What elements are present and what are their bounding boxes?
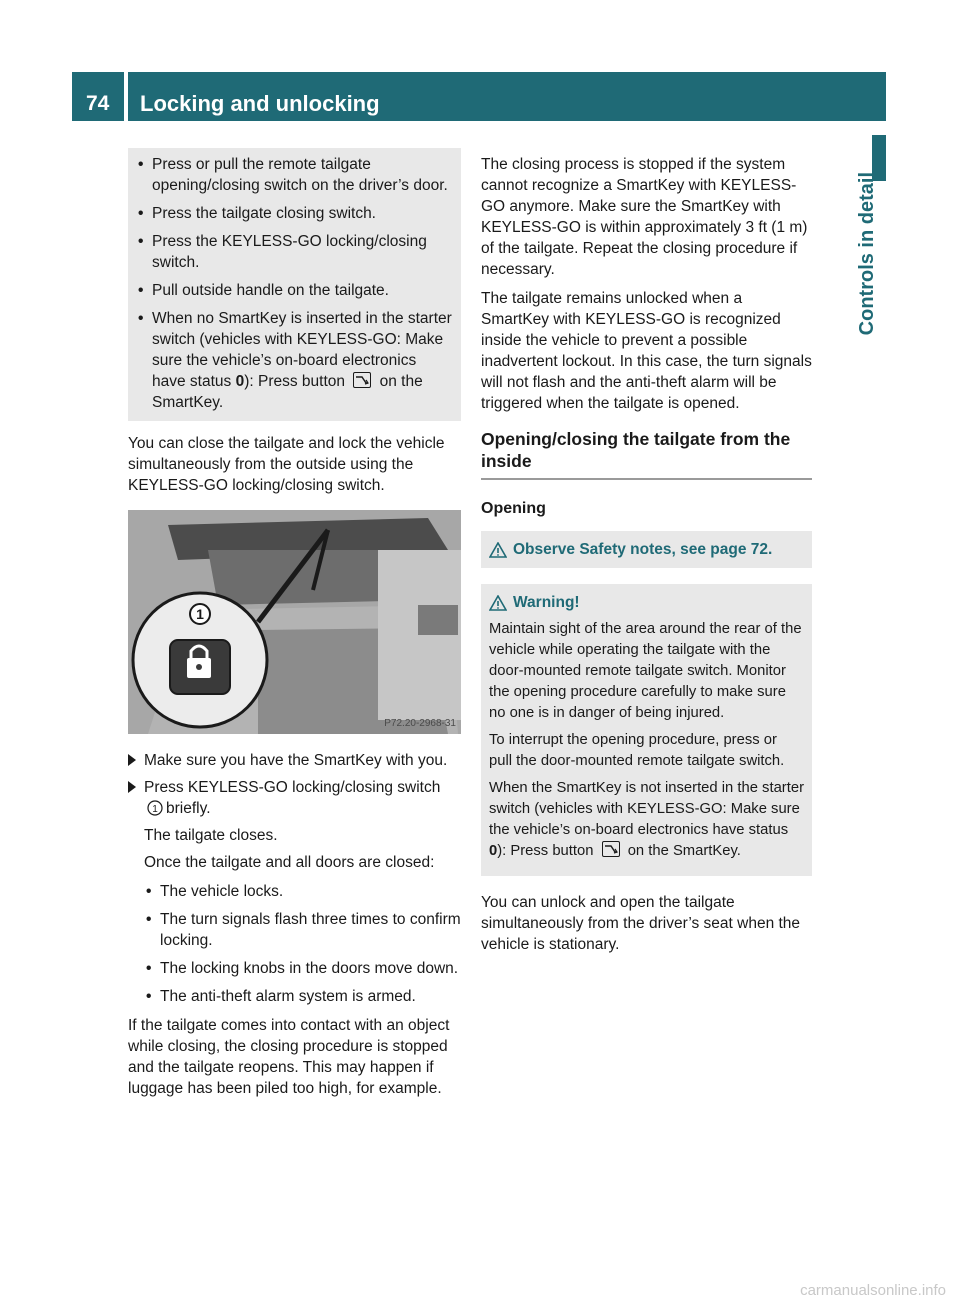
list-item: • Press or pull the remote tailgate opening/closing switch on the driver’s door.: [136, 154, 453, 196]
warning-title-text: Warning!: [513, 594, 580, 611]
result-list: [144, 881, 461, 1007]
figure-callout: 1: [196, 606, 204, 622]
paragraph: The tailgate remains unlocked when a SmartKey with KEYLESS-GO is recognized inside the vehicle to prevent a possible inadvertent lockout. In this case, the turn signals will not flash and the anti-theft alarm will be triggered when the tailgate is opened.: [481, 290, 812, 412]
step-text: briefly.: [166, 800, 211, 817]
callout-1-icon: [147, 800, 163, 816]
footer: [0, 1280, 960, 1302]
bullet-text: When no SmartKey is inserted in the starter switch (vehicles with KEYLESS-GO: Make sure the vehicle’s on-board electronics have status: [152, 310, 452, 390]
result-text: Once the tailgate and all doors are closed:: [144, 854, 435, 871]
step-item: [128, 750, 461, 771]
paragraph: You can unlock and open the tailgate simultaneously from the driver’s seat when the vehicle is stationary.: [481, 894, 801, 953]
list-item: • The vehicle locks.: [144, 881, 461, 902]
side-tab-label: Controls in detail: [856, 172, 878, 336]
safety-note-text: Observe Safety notes, see page 72.: [513, 541, 773, 558]
step-arrow-icon: [128, 781, 136, 793]
side-tab-label-wrap: [856, 172, 879, 372]
safety-note-title: [489, 539, 804, 560]
figure-code: P72.20-2968-31: [384, 718, 456, 729]
right-column: [481, 148, 812, 963]
tailgate-figure: [128, 510, 461, 734]
left-column: [128, 148, 461, 1107]
header-separator: [124, 72, 128, 121]
list-item: • The locking knobs in the doors move down.: [144, 958, 461, 979]
list-item: [136, 308, 453, 413]
warning-box: [481, 584, 812, 876]
warning-paragraph: To interrupt the opening procedure, press or pull the door-mounted remote tailgate switch.: [489, 732, 785, 769]
vehicle-illustration: [128, 510, 461, 734]
warning-text: When the SmartKey is not inserted in the starter switch (vehicles with KEYLESS-GO: Make sure the vehicle’s on-board electronics have status: [489, 780, 804, 838]
subheading: Opening: [481, 500, 546, 517]
step-text: Make sure you have the SmartKey with you.: [144, 752, 448, 769]
tailgate-key-icon: [602, 841, 620, 857]
intro-paragraph: You can close the tailgate and lock the vehicle simultaneously from the outside using the KEYLESS-GO locking/closing switch.: [128, 435, 445, 494]
section-heading: Opening/closing the tailgate from the inside: [481, 428, 812, 480]
list-item: • The anti-theft alarm system is armed.: [144, 986, 461, 1007]
callout-number: 1: [152, 804, 158, 815]
list-item: • The turn signals flash three times to confirm locking.: [144, 909, 461, 951]
closing-paragraph: If the tailgate comes into contact with an object while closing, the closing procedure is stopped and the tailgate reopens. This may happen if luggage has been piled too high, for example.: [128, 1017, 450, 1097]
bullet-text: ): Press button: [244, 373, 350, 390]
tailgate-key-icon: [353, 372, 371, 388]
bullet-text: on the SmartKey.: [152, 373, 423, 411]
warning-text: on the SmartKey.: [623, 843, 741, 859]
footer-watermark: carmanualsonline.info: [800, 1282, 946, 1299]
section-title: Locking and unlocking: [140, 91, 380, 116]
page-number: 74: [86, 92, 110, 115]
result-text: The tailgate closes.: [144, 827, 278, 844]
status-value: 0: [489, 843, 498, 859]
warning-triangle-icon: [489, 595, 507, 611]
paragraph: The closing process is stopped if the system cannot recognize a SmartKey with KEYLESS-GO anymore. Make sure the SmartKey with KEYLESS-GO is within approximately 3 ft (1 m) of the tailgate. Repeat the closing procedure if necessary.: [481, 156, 808, 278]
warning-triangle-icon: [489, 542, 507, 558]
step-arrow-icon: [128, 754, 136, 766]
warning-title: [489, 592, 804, 613]
status-value: 0: [235, 373, 245, 390]
safety-note-box: [481, 531, 812, 568]
step-item: [128, 777, 461, 1007]
list-item: • Pull outside handle on the tailgate.: [136, 280, 453, 301]
step-text: Press KEYLESS-GO locking/closing switch: [144, 779, 441, 796]
warning-paragraph: Maintain sight of the area around the rear of the vehicle while operating the tailgate with the door-mounted remote tailgate switch. Monitor the opening procedure carefully to make sure no one is in danger of being injured.: [489, 621, 802, 721]
list-item: • Press the KEYLESS-GO locking/closing switch.: [136, 231, 453, 273]
warning-paragraph: [489, 778, 804, 862]
list-item: • Press the tailgate closing switch.: [136, 203, 453, 224]
warning-text: ): Press button: [497, 843, 598, 859]
conditions-box: [128, 148, 461, 421]
